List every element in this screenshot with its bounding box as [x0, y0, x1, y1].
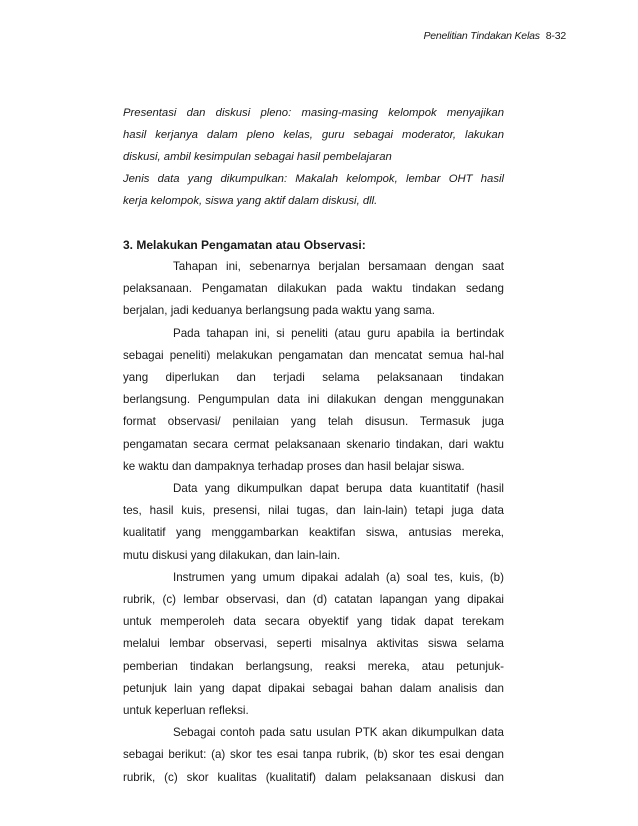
- activity-note: [123, 168, 504, 212]
- page-number: 8-32: [545, 30, 566, 42]
- text-line: berjalan, jadi keduanya berlangsung pada waktu yang sama.: [123, 304, 435, 318]
- text-line: pengamatan secara cermat pelaksanaan skenario tindakan, dari waktu: [123, 437, 504, 451]
- text-line: Instrumen yang umum dipakai adalah (a) soal tes, kuis, (b): [173, 570, 504, 584]
- text-line: rubrik, (c) lembar observasi, dan (d) catatan lapangan yang dipakai: [123, 593, 504, 607]
- text-line: sebagai peneliti) melakukan pengamatan dan mencatat semua hal-hal: [123, 348, 504, 362]
- paragraph: [123, 323, 504, 478]
- body-text: [123, 256, 504, 789]
- text-line: Data yang dikumpulkan dapat berupa data kuantitatif (hasil: [173, 482, 504, 496]
- text-line: hasil kerjanya dalam pleno kelas, guru sebagai moderator, lakukan: [123, 129, 504, 141]
- text-line: untuk keperluan refleksi.: [123, 704, 249, 718]
- paragraph: [123, 256, 504, 323]
- text-line: berlangsung. Pengumpulan data ini dilakukan dengan menggunakan: [123, 393, 504, 407]
- text-line: yang diperlukan dan terjadi selama pelaksanaan tindakan: [123, 371, 504, 385]
- text-line: diskusi, ambil kesimpulan sebagai hasil pembelajaran: [123, 151, 392, 163]
- text-line: Jenis data yang dikumpulkan: Makalah kelompok, lembar OHT hasil: [123, 173, 504, 185]
- page-content: [123, 102, 504, 789]
- text-line: sebagai berikut: (a) skor tes esai tanpa rubrik, (b) skor tes esai dengan: [123, 748, 504, 762]
- text-line: melalui lembar observasi, seperti misalnya aktivitas siswa selama: [123, 637, 504, 651]
- text-line: mutu diskusi yang dilakukan, dan lain-lain.: [123, 548, 341, 562]
- text-line: kerja kelompok, siswa yang aktif dalam diskusi, dll.: [123, 195, 378, 207]
- text-line: Sebagai contoh pada satu usulan PTK akan dikumpulkan data: [173, 726, 504, 740]
- text-line: Presentasi dan diskusi pleno: masing-masing kelompok menyajikan: [123, 107, 504, 119]
- paragraph: [123, 722, 504, 789]
- text-line: pemberian tindakan berlangsung, reaksi mereka, atau petunjuk-: [123, 659, 504, 673]
- header-title: Penelitian Tindakan Kelas: [423, 30, 540, 42]
- text-line: petunjuk lain yang dapat dipakai sebagai bahan dalam analisis dan: [123, 681, 504, 695]
- activity-note: [123, 102, 504, 168]
- text-line: format observasi/ penilaian yang telah disusun. Termasuk juga: [123, 415, 504, 429]
- running-header: [423, 30, 566, 42]
- text-line: ke waktu dan dampaknya terhadap proses dan hasil belajar siswa.: [123, 459, 465, 473]
- activity-notes: [123, 102, 504, 212]
- paragraph: [123, 478, 504, 567]
- text-line: tes, hasil kuis, presensi, nilai tugas, dan lain-lain) tetapi juga data: [123, 504, 504, 518]
- section-heading: 3. Melakukan Pengamatan atau Observasi:: [123, 238, 366, 252]
- text-line: untuk memperoleh data secara obyektif yang tidak dapat terekam: [123, 615, 504, 629]
- text-line: pelaksanaan. Pengamatan dilakukan pada waktu tindakan sedang: [123, 282, 504, 296]
- text-line: kualitatif yang menggambarkan keaktifan siswa, antusias mereka,: [123, 526, 504, 540]
- text-line: Tahapan ini, sebenarnya berjalan bersamaan dengan saat: [173, 260, 504, 273]
- paragraph: [123, 567, 504, 722]
- text-line: rubrik, (c) skor kualitas (kualitatif) dalam pelaksanaan diskusi dan: [123, 770, 504, 784]
- text-line: Pada tahapan ini, si peneliti (atau guru apabila ia bertindak: [173, 326, 504, 340]
